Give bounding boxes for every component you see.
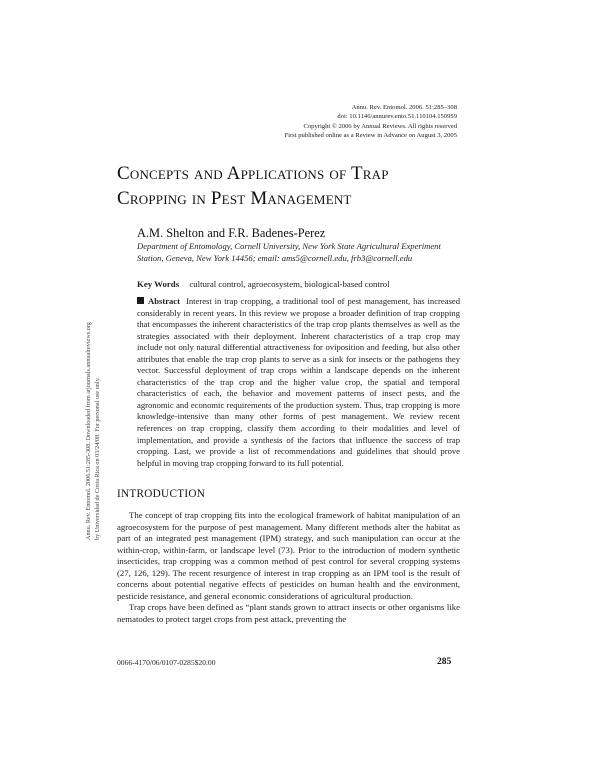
paragraph: Trap crops have been defined as “plant stands grown to attract insects or other organisms like nematodes to protect target crops from pest attack, preventing the xyxy=(117,602,460,624)
abstract-text: Interest in trap cropping, a traditional tool of pest management, has increased considerably in recent years. In this review we propose a broader definition of trap cropping that encompasses the inherent characteristics of the trap crop plants themselves as well as the strategies associated with their deployment. Inherent characteristics of a trap crop may include not only natural differential attractiveness for oviposition and feeding, but also other attributes that enable the trap crop plants to serve as a sink for insects or the pathogens they vector. Successful deployment of trap crops within a landscape depends on the inherent characteristics of the trap crop and the higher value crop, the spatial and temporal characteristics of each, the behavior and movement patterns of insect pests, and the agronomic and economic requirements of the production system. Thus, trap cropping is more knowledge-intensive than many other forms of pest management. We review recent references on trap cropping, classify them according to their modalities and level of implementation, and provide a synthesis of the factors that influence the success of trap cropping. Last, we provide a list of recommendations and guidelines that should prove helpful in moving trap cropping forward to its full potential. xyxy=(137,296,460,468)
authors: A.M. Shelton and F.R. Badenes-Perez xyxy=(137,226,326,240)
publication-date: First published online as a Review in Advance on August 3, 2005 xyxy=(284,132,457,140)
abstract xyxy=(137,296,460,469)
page-number: 285 xyxy=(437,657,452,667)
watermark-line-2: by Universidad de Costa Rica on 03/24/08. For personal use only. xyxy=(93,377,101,540)
section-heading-introduction: INTRODUCTION xyxy=(117,488,206,500)
title-line-1: Concepts and Applications of Trap xyxy=(117,163,389,184)
title-line-2: Cropping in Pest Management xyxy=(117,188,352,209)
abstract-label: Abstract xyxy=(148,296,180,306)
affiliation: Department of Entomology, Cornell University, New York State Agricultural Experiment Station, Geneva, New York 14456; email: ams5@cornell.edu, frb3@cornell.edu xyxy=(137,241,441,263)
journal-header xyxy=(284,103,457,141)
download-watermark xyxy=(85,322,102,540)
footer-code: 0066-4170/06/0107-0285$20.00 xyxy=(117,658,216,667)
keywords-label: Key Words xyxy=(137,279,180,289)
watermark-line-1: Annu. Rev. Entomol. 2006.51:285-308. Downloaded from arjournals.annualreviews.org xyxy=(85,322,92,540)
article-title xyxy=(117,161,497,211)
doi[interactable]: doi: 10.1146/annurev.ento.51.110104.150959 xyxy=(337,113,457,121)
introduction-body xyxy=(117,510,460,625)
keywords xyxy=(137,279,390,289)
keywords-text: cultural control, agroecosystem, biological-based control xyxy=(189,279,390,289)
abstract-bullet-icon xyxy=(137,297,144,304)
copyright: Copyright © 2006 by Annual Reviews. All rights reserved xyxy=(303,122,457,130)
journal-citation: Annu. Rev. Entomol. 2006. 51:285–308 xyxy=(351,104,457,111)
paragraph: The concept of trap cropping fits into the ecological framework of habitat manipulation of an agroecosystem for the purpose of pest management. Many different methods alter the habitat as part of an integrated pest management (IPM) strategy, and such manipulation can occur at the within-crop, within-farm, or landscape level (73). Prior to the introduction of modern synthetic insecticides, trap cropping was a common method of pest control for several cropping systems (27, 126, 129). The recent resurgence of interest in trap cropping as an IPM tool is the result of concerns about potential negative effects of pesticides on human health and the environment, pesticide resistance, and general economic considerations of agricultural production. xyxy=(117,510,460,601)
